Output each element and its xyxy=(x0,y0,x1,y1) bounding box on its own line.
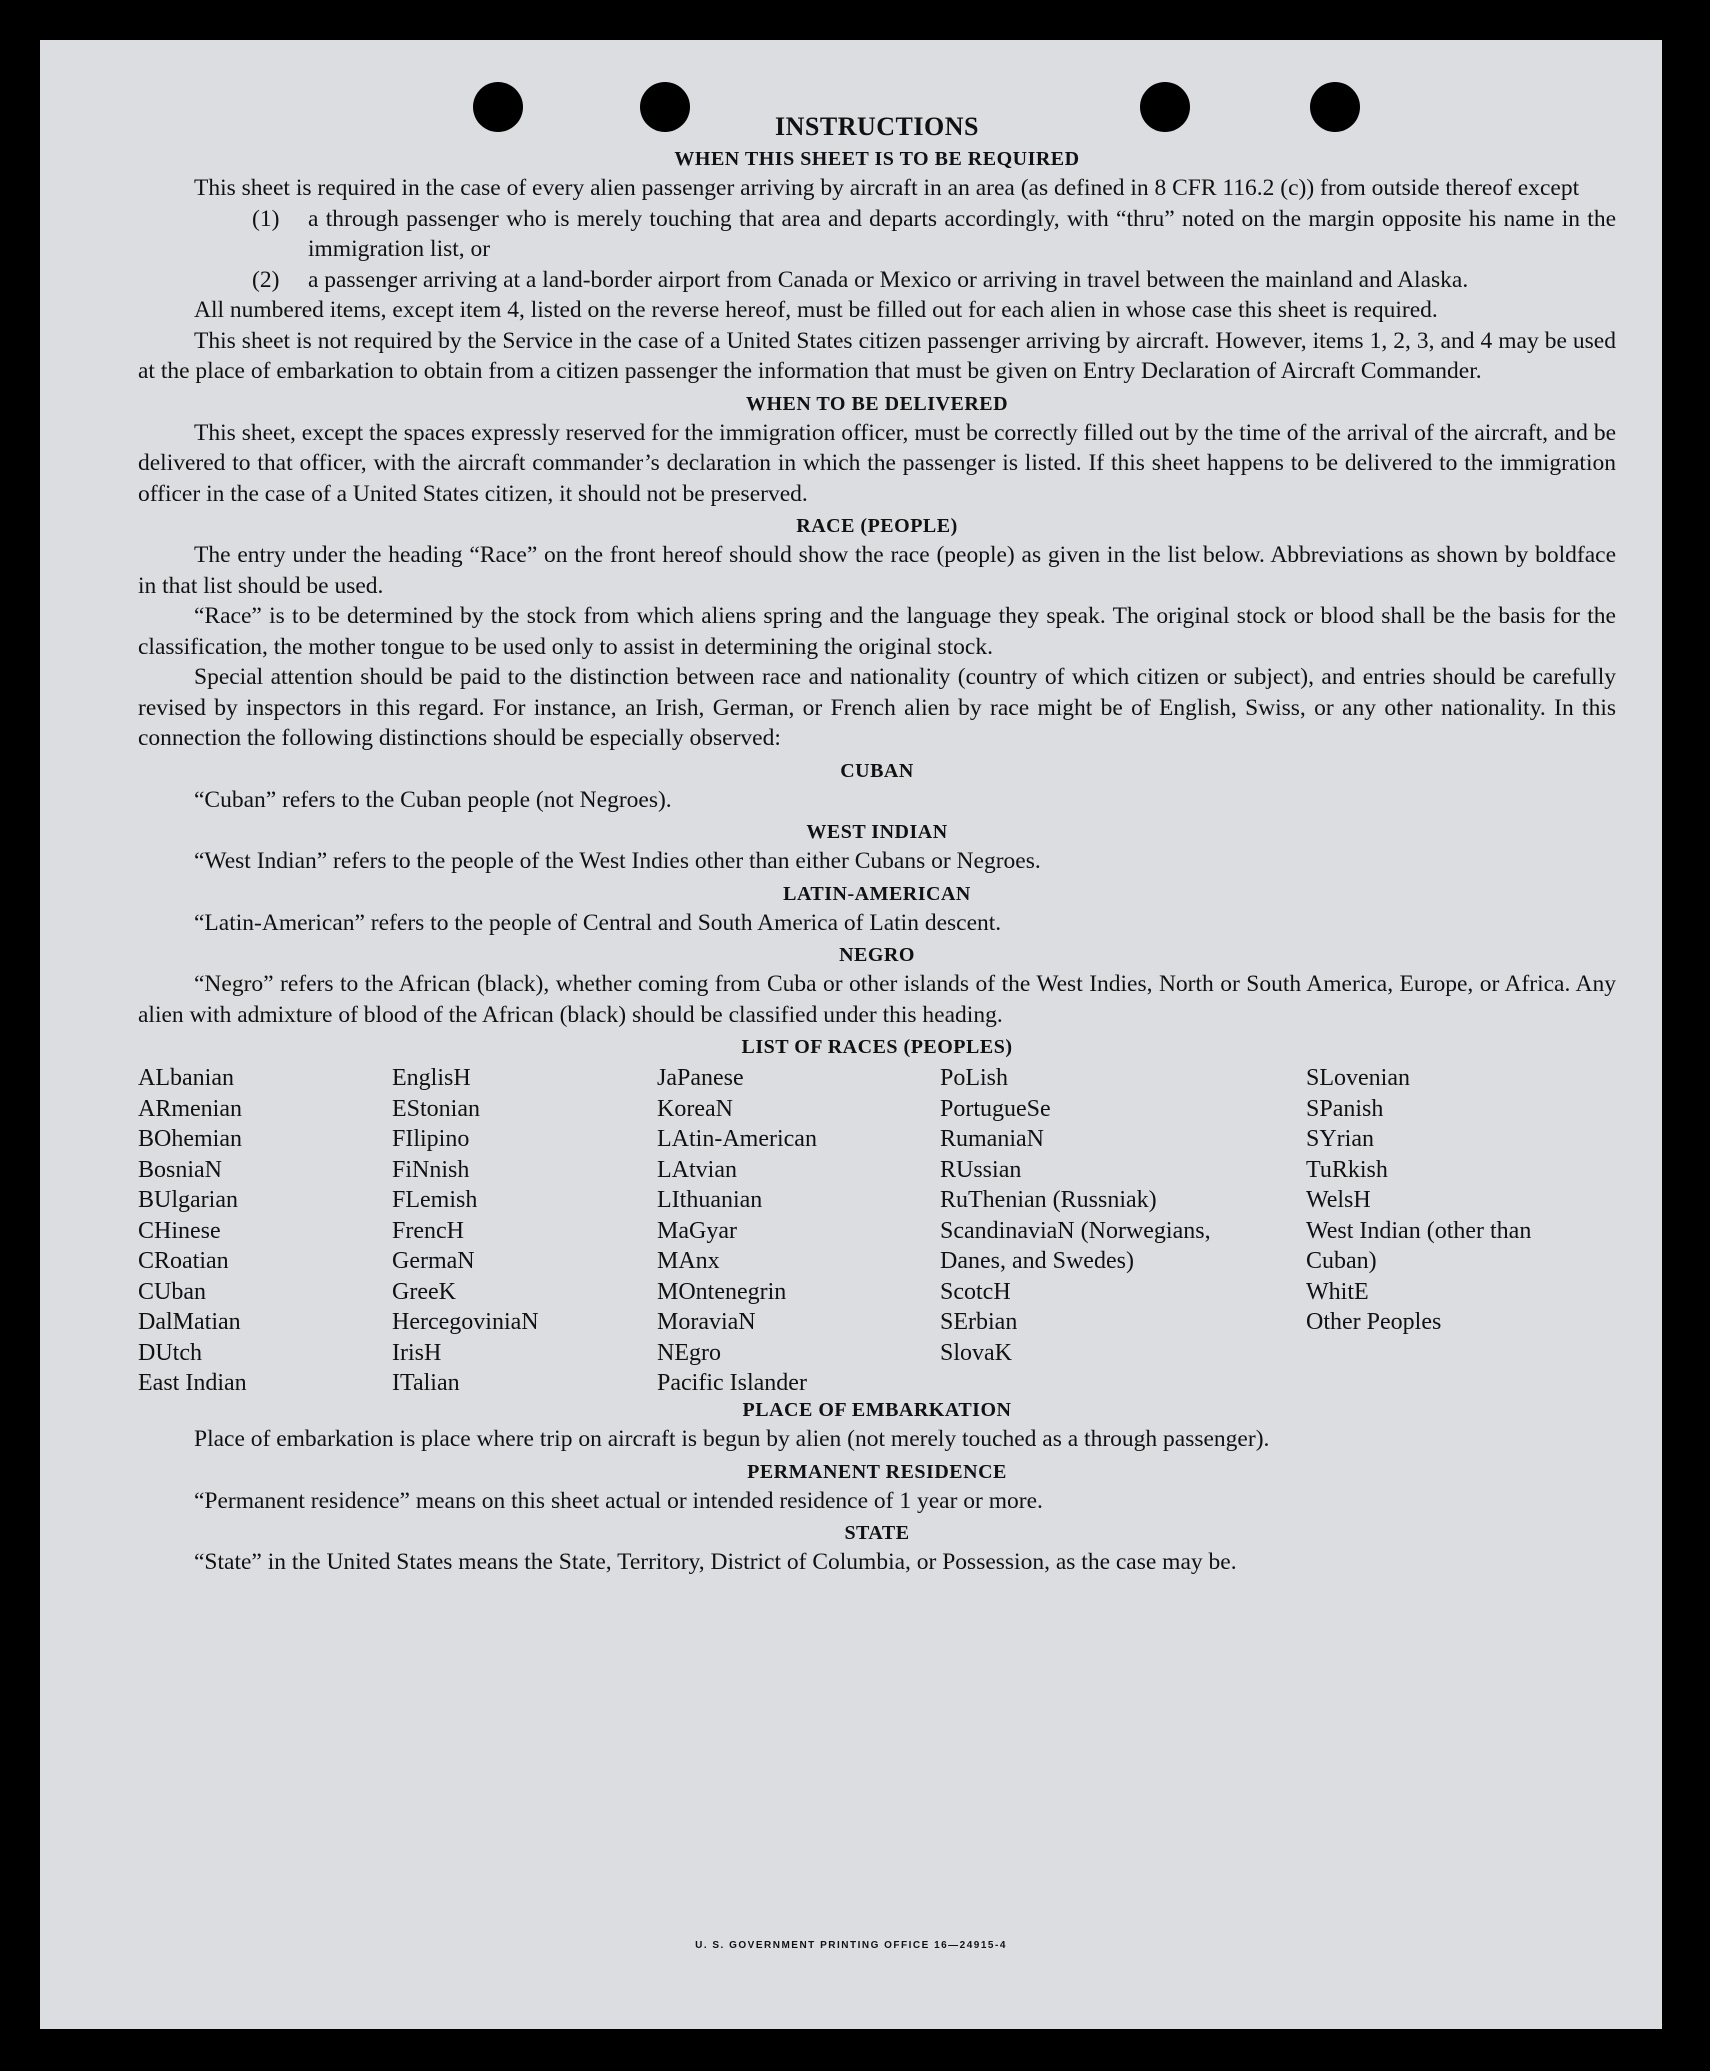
paragraph: The entry under the heading “Race” on the front hereof should show the race (people) as given in the list below. Abbreviations as shown by boldface in that list should be used. xyxy=(138,542,1616,599)
race-entry: IrisH xyxy=(392,1339,442,1366)
race-entry: WelsH xyxy=(1306,1187,1371,1213)
race-entry: HercegoviniaN xyxy=(392,1309,539,1335)
races-column xyxy=(138,1063,247,1399)
races-column xyxy=(1306,1063,1566,1338)
race-entry: DUtch xyxy=(138,1339,202,1366)
paragraph: Special attention should be paid to the distinction between race and nationality (country of which citizen or subject), and entries should be carefully revised by inspectors in this regard. For instance, an Irish, German, or French alien by race might be of English, Swiss, or any other nationality. In this connection the following distinctions should be especially observed: xyxy=(138,664,1616,751)
document-sheet xyxy=(40,40,1662,2029)
paragraph: This sheet is not required by the Service in the case of a United States citizen passenger arriving by aircraft. However, items 1, 2, 3, and 4 may be used at the place of embarkation to obtain from a citizen passenger the information that must be given on Entry Declaration of Aircraft Commander. xyxy=(138,327,1616,384)
paragraph: This sheet, except the spaces expressly reserved for the immigration officer, must be correctly filled out by the time of the arrival of the aircraft, and be delivered to that officer, with the aircraft commander’s declaration in which the passenger is listed. If this sheet happens to be delivered to the immigration officer in the case of a United States citizen, it should not be preserved. xyxy=(138,419,1616,507)
race-entry: Other Peoples xyxy=(1306,1309,1442,1335)
paragraph: “Cuban” refers to the Cuban people (not Negroes). xyxy=(194,786,672,813)
race-entry: FIlipino xyxy=(392,1126,470,1152)
item-number: (2) xyxy=(252,266,280,293)
race-entry: DalMatian xyxy=(138,1309,241,1335)
races-column xyxy=(392,1063,539,1399)
section-heading-race: RACE (PEOPLE) xyxy=(796,515,958,537)
section-heading-permanent-residence: PERMANENT RESIDENCE xyxy=(747,1460,1007,1483)
race-entry: JaPanese xyxy=(657,1065,744,1091)
race-entry: RuThenian (Russniak) xyxy=(940,1187,1157,1213)
section-heading-when-delivered: WHEN TO BE DELIVERED xyxy=(745,392,1009,415)
instructions-body xyxy=(138,112,1616,1578)
race-entry: MOntenegrin xyxy=(657,1278,787,1305)
race-entry: BOhemian xyxy=(138,1126,242,1152)
race-entry: WhitE xyxy=(1306,1278,1369,1305)
race-entry: CHinese xyxy=(138,1217,221,1244)
section-heading-negro: NEGRO xyxy=(839,944,915,966)
race-entry: Pacific Islander xyxy=(657,1370,807,1396)
paragraph: “West Indian” refers to the people of the West Indies other than either Cubans or Negroes. xyxy=(194,848,1041,874)
item-text: a passenger arriving at a land-border airport from Canada or Mexico or arriving in travel between the mainland and Alaska. xyxy=(308,266,1469,293)
exception-item xyxy=(252,265,1616,296)
race-entry: SYrian xyxy=(1306,1126,1374,1152)
race-entry: SLovenian xyxy=(1306,1065,1410,1091)
paragraph: All numbered items, except item 4, listed on the reverse hereof, must be filled out for each alien in whose case this sheet is required. xyxy=(194,297,1438,323)
race-entry: MAnx xyxy=(657,1248,720,1274)
race-entry: PortugueSe xyxy=(940,1095,1051,1122)
race-entry: ScandinaviaN (Norwegians, Danes, and Swedes) xyxy=(940,1217,1211,1274)
race-entry: KoreaN xyxy=(657,1095,733,1122)
race-entry: ScotcH xyxy=(940,1278,1011,1305)
race-entry: SlovaK xyxy=(940,1339,1012,1366)
race-entry: MoraviaN xyxy=(657,1309,756,1335)
paragraph: Place of embarkation is place where trip on aircraft is begun by alien (not merely touched as a through passenger). xyxy=(194,1426,1270,1452)
section-heading-west-indian: WEST INDIAN xyxy=(806,821,948,843)
race-entry: PoLish xyxy=(940,1065,1009,1091)
race-entry: GreeK xyxy=(392,1278,456,1305)
section-heading-latin-american: LATIN-AMERICAN xyxy=(783,882,971,905)
race-entry: West Indian (other than Cuban) xyxy=(1306,1217,1532,1274)
race-entry: BosniaN xyxy=(138,1156,222,1183)
race-entry: East Indian xyxy=(138,1370,247,1396)
races-column xyxy=(657,1063,817,1399)
paragraph: “State” in the United States means the State, Territory, District of Columbia, or Possession, as the case may be. xyxy=(194,1549,1237,1575)
paragraph: “Race” is to be determined by the stock from which aliens spring and the language they speak. The original stock or blood shall be the basis for the classification, the mother tongue to be used only to assist in determining the original stock. xyxy=(138,603,1616,660)
paragraph: “Latin-American” refers to the people of Central and South America of Latin descent. xyxy=(194,909,1002,936)
item-text: a through passenger who is merely touching that area and departs accordingly, with “thru” noted on the margin opposite his name in the immigration list, or xyxy=(308,205,1616,262)
item-number: (1) xyxy=(252,205,280,232)
race-entry: BUlgarian xyxy=(138,1187,238,1213)
race-entry: RumaniaN xyxy=(940,1126,1044,1152)
section-heading-embarkation: PLACE OF EMBARKATION xyxy=(742,1399,1012,1421)
race-entry: LIthuanian xyxy=(657,1187,763,1213)
race-entry: LAtvian xyxy=(657,1156,737,1183)
race-entry: MaGyar xyxy=(657,1217,737,1244)
race-entry: LAtin-American xyxy=(657,1126,817,1152)
race-entry: SErbian xyxy=(940,1309,1018,1335)
paragraph: This sheet is required in the case of every alien passenger arriving by aircraft in an area (as defined in 8 CFR 116.2 (c)) from outside thereof except xyxy=(194,175,1580,201)
race-entry: NEgro xyxy=(657,1339,721,1366)
section-heading-when-required: WHEN THIS SHEET IS TO BE REQUIRED xyxy=(674,148,1080,170)
race-entry: FiNnish xyxy=(392,1156,470,1183)
section-heading-cuban: CUBAN xyxy=(840,759,914,782)
race-entry: GermaN xyxy=(392,1248,475,1274)
paragraph: “Permanent residence” means on this sheet actual or intended residence of 1 year or more. xyxy=(194,1487,1043,1514)
race-entry: CRoatian xyxy=(138,1248,229,1274)
races-column xyxy=(940,1063,1232,1368)
paragraph: “Negro” refers to the African (black), whether coming from Cuba or other islands of the West Indies, North or South America, Europe, or Africa. Any alien with admixture of blood of the African (black) should be classified under this heading. xyxy=(138,971,1616,1028)
race-entry: FrencH xyxy=(392,1217,464,1244)
race-entry: EnglisH xyxy=(392,1065,471,1091)
races-list xyxy=(138,1063,1616,1396)
race-entry: ITalian xyxy=(392,1370,460,1396)
exception-item xyxy=(252,204,1616,265)
race-entry: EStonian xyxy=(392,1095,480,1122)
race-entry: TuRkish xyxy=(1306,1156,1388,1183)
race-entry: RUssian xyxy=(940,1156,1022,1183)
race-entry: SPanish xyxy=(1306,1095,1384,1122)
race-entry: ALbanian xyxy=(138,1065,234,1091)
race-entry: CUban xyxy=(138,1278,206,1305)
page-title: INSTRUCTIONS xyxy=(775,112,979,141)
printer-imprint: U. S. GOVERNMENT PRINTING OFFICE 16—24915-4 xyxy=(695,1940,1007,1951)
race-entry: FLemish xyxy=(392,1187,478,1213)
race-entry: ARmenian xyxy=(138,1095,242,1122)
section-heading-list-of-races: LIST OF RACES (PEOPLES) xyxy=(741,1036,1013,1058)
section-heading-state: STATE xyxy=(844,1522,910,1544)
